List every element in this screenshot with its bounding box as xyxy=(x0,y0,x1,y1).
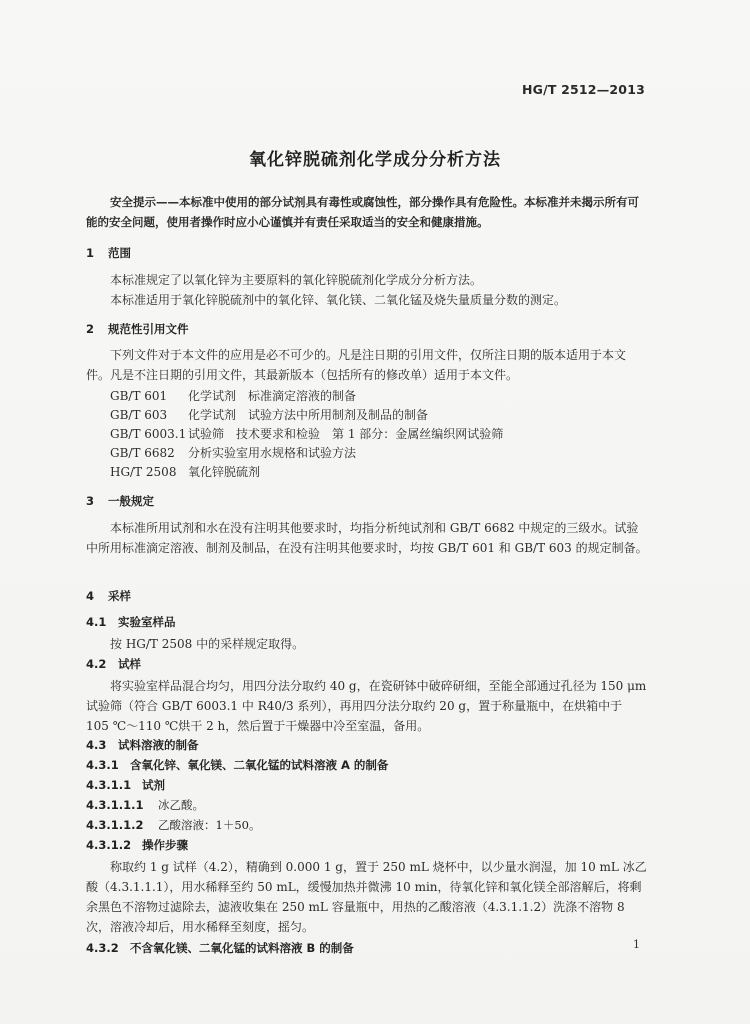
section-title: 范围 xyxy=(108,246,131,260)
standard-code: HG/T 2512—2013 xyxy=(521,82,645,97)
section-title: 操作步骤 xyxy=(142,838,188,852)
reference-title: 化学试剂 标准滴定溶液的制备 xyxy=(188,389,357,403)
section-title: 含氧化锌、氧化镁、二氧化锰的试料溶液 A 的制备 xyxy=(130,758,389,772)
section-4-3-heading xyxy=(86,737,199,753)
page-number: 1 xyxy=(633,938,640,951)
reference-code: GB/T 603 xyxy=(110,408,168,422)
section-number: 3 xyxy=(86,494,95,508)
section-4-2-text: 将实验室样品混合均匀，用四分法分取约 40 g，在瓷研钵中破碎研细，至能全部通过孔径为 150 μm 试验筛（符合 GB/T 6003.1 中 R40/3 系列），再用四分法分取约 20 g，置于称量瓶中，在烘箱中于 105 ℃～110 ℃烘干 2 h，然后置于干燥器中冷至室温，备用。 xyxy=(86,679,647,733)
section-2-intro: 下列文件对于本文件的应用是必不可少的。凡是注日期的引用文件，仅所注日期的版本适用于本文件。凡是不注日期的引用文件，其最新版本（包括所有的修改单）适用于本文件。 xyxy=(86,348,627,382)
section-4-3-1-1-heading xyxy=(86,777,165,793)
section-1-paragraph-1: 本标准规定了以氧化锌为主要原料的氧化锌脱硫剂化学成分分析方法。 xyxy=(110,273,483,287)
section-1-heading xyxy=(86,245,131,261)
section-4-3-1-heading xyxy=(86,757,388,773)
reference-code: GB/T 6003.1 xyxy=(110,427,187,441)
item-text: 乙酸溶液：1＋50。 xyxy=(158,818,261,832)
section-4-3-1-1-2-item xyxy=(86,817,260,833)
section-title: 试料溶液的制备 xyxy=(118,738,199,752)
item-text: 冰乙酸。 xyxy=(158,798,204,812)
reference-item xyxy=(110,387,356,404)
section-4-3-1-1-1-item xyxy=(86,797,204,813)
section-number: 4.3.1.1.1 xyxy=(86,798,144,812)
section-4-3-1-2-text: 称取约 1 g 试样（4.2），精确到 0.000 1 g，置于 250 mL 烧杯中，以少量水润湿，加 10 mL 冰乙酸（4.3.1.1.1），用水稀释至约 50 mL，缓慢加热并微沸 10 min，待氧化锌和氧化镁全部溶解后，将剩余黑色不溶物过滤除去，滤液收集在 250 mL 容量瓶中，用热的乙酸溶液（4.3.1.1.2）洗涤不溶物 8 次，溶液冷却后，用水稀释至刻度，摇匀。 xyxy=(86,860,647,934)
reference-title: 分析实验室用水规格和试验方法 xyxy=(188,446,357,460)
section-1-paragraph-2: 本标准适用于氧化锌脱硫剂中的氧化锌、氧化镁、二氧化锰及烧失量质量分数的测定。 xyxy=(110,293,567,307)
section-number: 4.3 xyxy=(86,738,107,752)
reference-item xyxy=(110,463,260,480)
section-title: 试样 xyxy=(118,657,141,671)
section-4-1-heading xyxy=(86,614,176,630)
reference-item xyxy=(110,406,428,423)
section-title: 一般规定 xyxy=(108,494,154,508)
section-3-heading xyxy=(86,493,154,509)
section-number: 4.2 xyxy=(86,657,107,671)
reference-code: GB/T 6682 xyxy=(110,446,175,460)
section-number: 4 xyxy=(86,589,95,603)
section-4-heading xyxy=(86,588,131,604)
reference-title: 化学试剂 试验方法中所用制剂及制品的制备 xyxy=(188,408,429,422)
section-4-2-heading xyxy=(86,656,141,672)
section-3-paragraph: 本标准所用试剂和水在没有注明其他要求时，均指分析纯试剂和 GB/T 6682 中规定的三级水。试验中所用标准滴定溶液、制剂及制品，在没有注明其他要求时，均按 GB/T 601 和 GB/T 603 的规定制备。 xyxy=(86,521,648,555)
section-number: 2 xyxy=(86,322,95,336)
section-4-1-text: 按 HG/T 2508 中的采样规定取得。 xyxy=(110,637,305,651)
section-number: 4.3.1.1 xyxy=(86,778,132,792)
section-title: 采样 xyxy=(108,589,131,603)
reference-code: HG/T 2508 xyxy=(110,465,177,479)
section-4-3-2-heading xyxy=(86,940,354,956)
section-title: 试剂 xyxy=(142,778,165,792)
section-number: 4.1 xyxy=(86,615,107,629)
section-number: 4.3.1.1.2 xyxy=(86,818,144,832)
section-number: 4.3.2 xyxy=(86,941,119,955)
reference-code: GB/T 601 xyxy=(110,389,168,403)
document-title: 氧化锌脱硫剂化学成分分析方法 xyxy=(249,150,501,170)
section-number: 1 xyxy=(86,246,95,260)
safety-notice: 安全提示——本标准中使用的部分试剂具有毒性或腐蚀性，部分操作具有危险性。本标准并未揭示所有可能的安全问题，使用者操作时应小心谨慎并有责任采取适当的安全和健康措施。 xyxy=(86,195,639,229)
section-2-heading xyxy=(86,321,189,337)
reference-item xyxy=(110,444,356,461)
section-number: 4.3.1.2 xyxy=(86,838,132,852)
section-number: 4.3.1 xyxy=(86,758,119,772)
section-title: 规范性引用文件 xyxy=(108,322,189,336)
section-4-3-1-2-heading xyxy=(86,837,188,853)
reference-title: 试验筛 技术要求和检验 第 1 部分：金属丝编织网试验筛 xyxy=(188,427,504,441)
section-title: 实验室样品 xyxy=(118,615,176,629)
section-title: 不含氧化镁、二氧化锰的试料溶液 B 的制备 xyxy=(130,941,354,955)
reference-title: 氧化锌脱硫剂 xyxy=(188,465,261,479)
reference-item xyxy=(110,425,503,442)
